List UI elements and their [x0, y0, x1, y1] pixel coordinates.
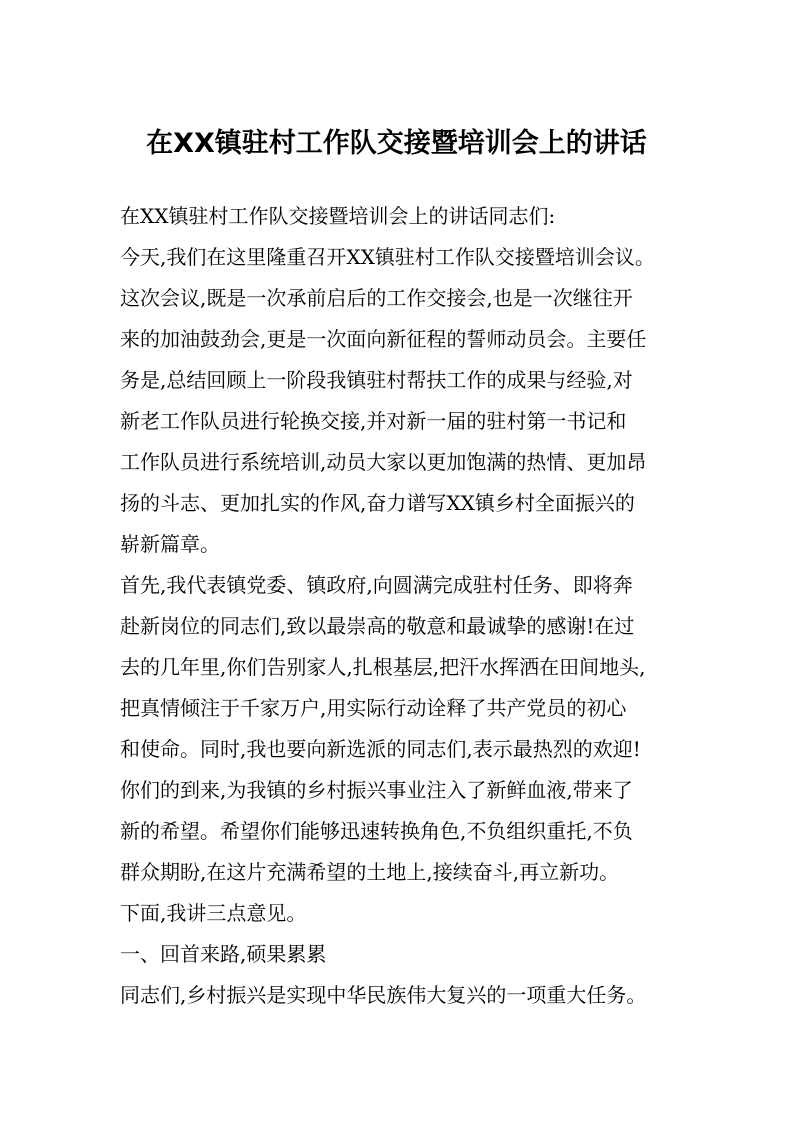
body-line: 新的希望。希望你们能够迅速转换角色,不负组织重托,不负	[120, 819, 633, 843]
body-line: 你们的到来,为我镇的乡村振兴事业注入了新鲜血液,带来了	[120, 778, 633, 802]
body-line: 把真情倾注于千家万户,用实际行动诠释了共产党员的初心	[120, 696, 627, 720]
document-body	[120, 196, 680, 1016]
body-line: 首先,我代表镇党委、镇政府,向圆满完成驻村任务、即将奔	[120, 573, 633, 597]
body-line: 来的加油鼓劲会,更是一次面向新征程的誓师动员会。主要任	[120, 327, 647, 351]
body-line: 工作队员进行系统培训,动员大家以更加饱满的热情、更加昂	[120, 450, 647, 474]
body-line: 崭新篇章。	[120, 532, 220, 556]
body-line: 这次会议,既是一次承前启后的工作交接会,也是一次继往开	[120, 286, 633, 310]
body-line: 和使命。同时,我也要向新选派的同志们,表示最热烈的欢迎!	[120, 737, 641, 761]
body-line: 同志们,乡村振兴是实现中华民族伟大复兴的一项重大任务。	[120, 983, 647, 1007]
body-line: 赴新岗位的同志们,致以最崇高的敬意和最诚挚的感谢!在过	[120, 614, 635, 638]
body-line: 下面,我讲三点意见。	[120, 901, 307, 925]
body-line: 去的几年里,你们告别家人,扎根基层,把汗水挥洒在田间地头,	[120, 655, 646, 679]
body-line: 务是,总结回顾上一阶段我镇驻村帮扶工作的成果与经验,对	[120, 368, 633, 392]
body-line: 群众期盼,在这片充满希望的土地上,接续奋斗,再立新功。	[120, 860, 620, 884]
body-line: 今天,我们在这里隆重召开XX镇驻村工作队交接暨培训会议。	[120, 245, 655, 269]
document-title: 在XX镇驻村工作队交接暨培训会上的讲话	[146, 128, 647, 159]
body-line: 在XX镇驻村工作队交接暨培训会上的讲话同志们:	[120, 204, 556, 228]
section-heading: 一、回首来路,硕果累累	[120, 942, 327, 966]
body-line: 扬的斗志、更加扎实的作风,奋力谱写XX镇乡村全面振兴的	[120, 491, 635, 515]
body-line: 新老工作队员进行轮换交接,并对新一届的驻村第一书记和	[120, 409, 627, 433]
